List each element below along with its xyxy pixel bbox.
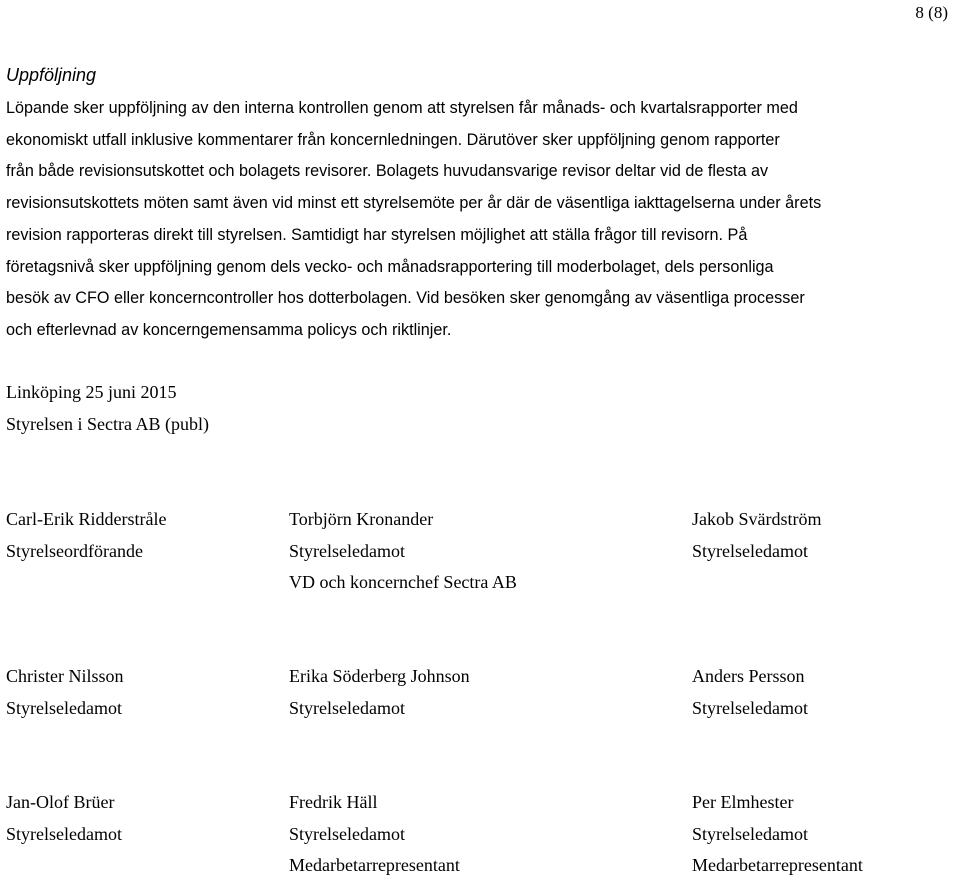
signatory-block	[289, 661, 470, 724]
signatory-block	[6, 787, 122, 850]
paragraph-line: Löpande sker uppföljning av den interna kontrollen genom att styrelsen får månads- och kvartalsrapporter med	[6, 99, 798, 117]
signatory-block	[692, 787, 863, 882]
paragraph-line: besök av CFO eller koncerncontroller hos dotterbolagen. Vid besöken sker genomgång av väsentliga processer	[6, 289, 805, 308]
signatory-title: Styrelseledamot	[6, 823, 122, 844]
signatory-name: Christer Nilsson	[6, 666, 124, 686]
signatory-block	[6, 504, 166, 567]
signatory-title: Styrelseledamot	[289, 697, 405, 718]
signatory-title: Styrelseledamot	[692, 540, 808, 561]
signatory-name: Fredrik Häll	[289, 792, 378, 812]
signatory-name: Torbjörn Kronander	[289, 509, 434, 529]
signatory-title: VD och koncernchef Sectra AB	[289, 572, 517, 592]
signatory-title: Styrelseledamot	[289, 540, 405, 561]
paragraph-line: revisionsutskottets möten samt även vid minst ett styrelsemöte per år där de väsentliga iakttagelserna under årets	[6, 194, 822, 213]
signatory-block	[692, 661, 808, 724]
paragraph-line: från både revisionsutskottet och bolagets revisorer. Bolagets huvudansvarige revisor deltar vid de flesta av	[6, 162, 769, 181]
signatory-title: Styrelseledamot	[692, 697, 808, 718]
paragraph-line: ekonomiskt utfall inklusive kommentarer från koncernledningen. Därutöver sker uppföljning genom rapporter	[6, 130, 780, 149]
board-name: Styrelsen i Sectra AB (publ)	[6, 414, 209, 434]
page-number: 8 (8)	[915, 3, 948, 22]
signatory-name: Jan-Olof Brüer	[6, 792, 115, 812]
signatory-title: Medarbetarrepresentant	[289, 855, 460, 875]
signatory-title: Styrelseordförande	[6, 540, 143, 561]
signatory-name: Per Elmhester	[692, 792, 794, 812]
paragraph-line: revision rapporteras direkt till styrelsen. Samtidigt har styrelsen möjlighet att ställa frågor till revisorn. På	[6, 225, 748, 244]
signatory-title: Styrelseledamot	[692, 823, 808, 844]
signatory-title: Styrelseledamot	[6, 697, 122, 718]
signatory-block	[289, 787, 460, 882]
signatory-title: Medarbetarrepresentant	[692, 855, 863, 875]
signatory-block	[6, 661, 124, 724]
paragraph-line: och efterlevnad av koncerngemensamma policys och riktlinjer.	[6, 320, 452, 339]
signatory-title: Styrelseledamot	[289, 823, 405, 844]
place-date: Linköping 25 juni 2015	[6, 382, 177, 402]
signatory-block	[692, 504, 822, 567]
signatory-name: Anders Persson	[692, 666, 805, 686]
section-heading: Uppföljning	[6, 65, 97, 85]
paragraph-line: företagsnivå sker uppföljning genom dels vecko- och månadsrapportering till moderbolaget, dels personliga	[6, 257, 774, 276]
body-paragraph	[6, 93, 956, 347]
signatory-block	[289, 504, 517, 599]
signatory-name: Erika Söderberg Johnson	[289, 666, 470, 686]
signatory-name: Jakob Svärdström	[692, 509, 822, 529]
signatory-name: Carl-Erik Ridderstråle	[6, 509, 167, 529]
